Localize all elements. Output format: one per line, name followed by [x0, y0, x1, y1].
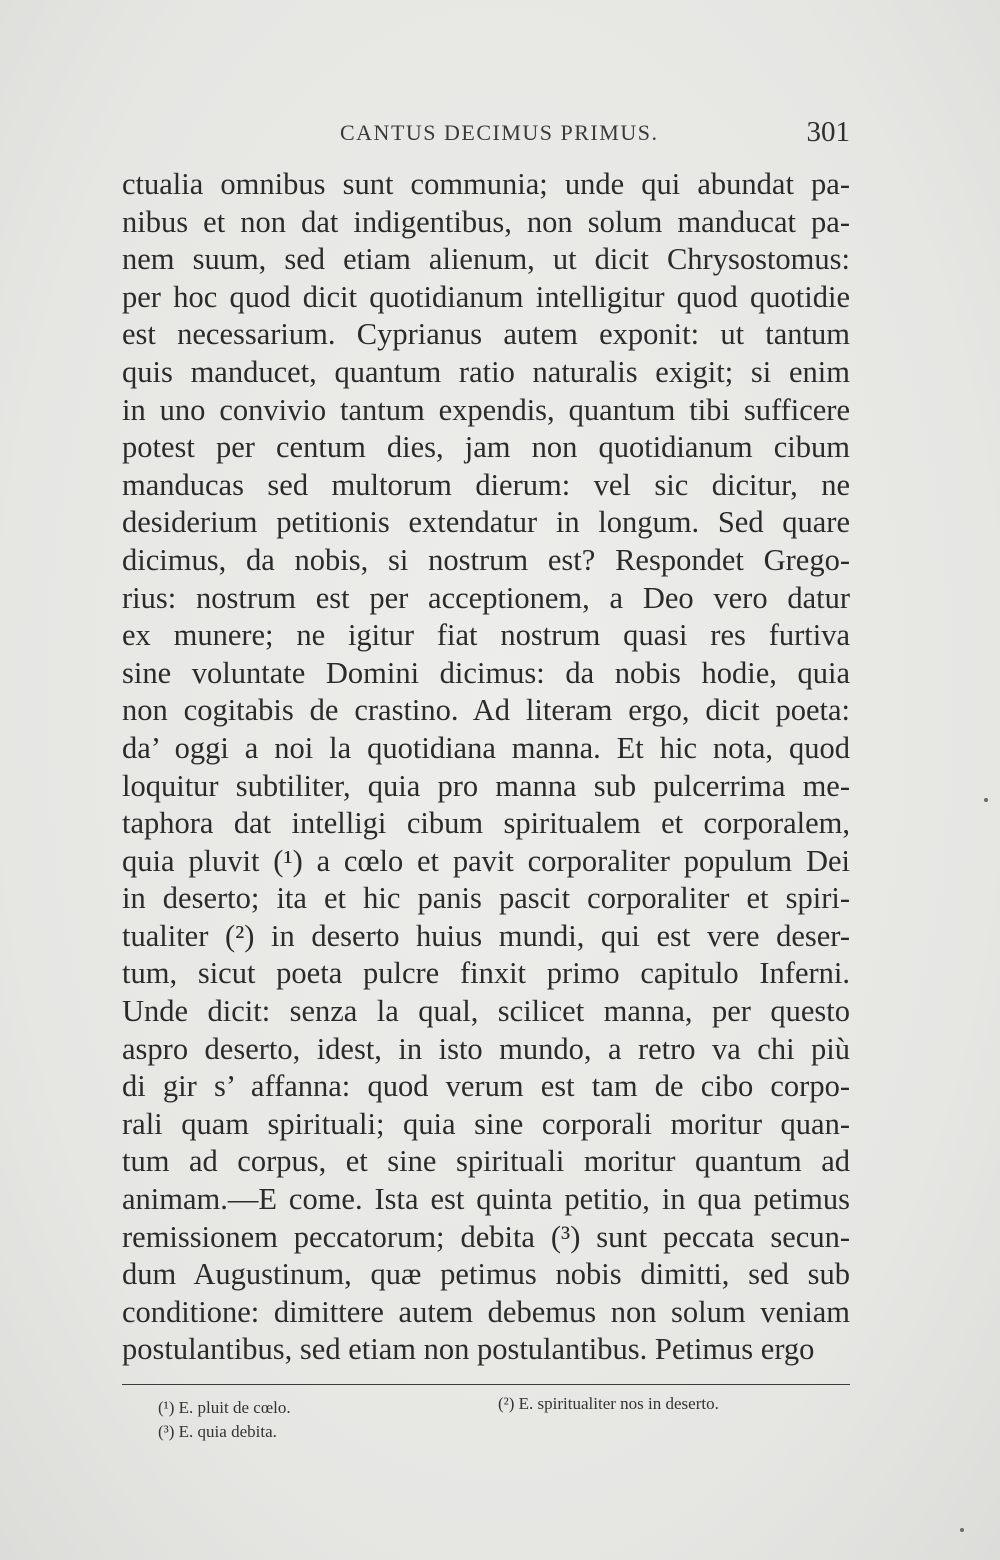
text-line: desiderium petitionis extendatur in longum. Sed quare — [122, 505, 850, 540]
text-line: Unde dicit: senza la qual, scilicet manna, per questo — [122, 994, 850, 1029]
text-line: quis manducet, quantum ratio naturalis exigit; si enim — [122, 354, 850, 389]
text-line: aspro deserto, idest, in isto mundo, a retro va chi più — [122, 1031, 850, 1066]
text-line: potest per centum dies, jam non quotidianum cibum — [122, 430, 850, 465]
text-line: di gir s’ affanna: quod verum est tam de cibo corpo- — [122, 1069, 850, 1104]
body-text — [122, 166, 850, 1369]
text-line: tum, sicut poeta pulcre finxit primo capitulo Inferni. — [122, 956, 850, 991]
text-line: conditione: dimittere autem debemus non solum veniam — [122, 1294, 850, 1329]
text-line: tum ad corpus, et sine spirituali moritur quantum ad — [122, 1144, 850, 1179]
text-line: postulantibus, sed etiam non postulantibus. Petimus ergo — [122, 1332, 815, 1367]
text-line: est necessarium. Cyprianus autem exponit: ut tantum — [122, 317, 850, 352]
text-line: animam.—E come. Ista est quinta petitio, in qua petimus — [122, 1182, 850, 1217]
text-line: da’ oggi a noi la quotidiana manna. Et hic nota, quod — [122, 730, 850, 765]
text-line: rali quam spirituali; quia sine corporali moritur quan- — [122, 1106, 850, 1141]
text-line: dum Augustinum, quæ petimus nobis dimitti, sed sub — [122, 1257, 850, 1292]
text-line: loquitur subtiliter, quia pro manna sub pulcerrima me- — [122, 768, 850, 803]
text-line: in uno convivio tantum expendis, quantum tibi sufficere — [122, 392, 850, 427]
footnote-2: (²) E. spiritualiter nos in deserto. — [498, 1394, 719, 1413]
text-line: quia pluvit (¹) a cœlo et pavit corporaliter populum Dei — [122, 843, 850, 878]
page-number: 301 — [806, 116, 850, 148]
text-line: nem suum, sed etiam alienum, ut dicit Chrysostomus: — [122, 242, 850, 277]
text-line: non cogitabis de crastino. Ad literam ergo, dicit poeta: — [122, 693, 850, 728]
text-line: per hoc quod dicit quotidianum intelligitur quod quotidie — [122, 279, 850, 314]
text-line: ctualia omnibus sunt communia; unde qui abundat pa- — [122, 167, 850, 201]
text-line: dicimus, da nobis, si nostrum est? Respondet Grego- — [122, 542, 850, 577]
text-line: ex munere; ne igitur fiat nostrum quasi res furtiva — [122, 618, 850, 653]
text-line: in deserto; ita et hic panis pascit corporaliter et spiri- — [122, 881, 850, 916]
text-line: sine voluntate Domini dicimus: da nobis hodie, quia — [122, 655, 850, 690]
text-line: nibus et non dat indigentibus, non solum manducat pa- — [122, 204, 850, 239]
footnote-1: (¹) E. pluit de cœlo. — [158, 1398, 291, 1417]
text-line: manducas sed multorum dierum: vel sic dicitur, ne — [122, 467, 850, 502]
paper-speck — [984, 798, 988, 802]
text-line: tualiter (²) in deserto huius mundi, qui est vere deser- — [122, 918, 850, 953]
text-line: taphora dat intelligi cibum spiritualem et corporalem, — [122, 806, 850, 841]
text-line: remissionem peccatorum; debita (³) sunt peccata secun- — [122, 1219, 850, 1254]
running-title: CANTUS DECIMUS PRIMUS. — [340, 120, 659, 145]
footnote-3: (³) E. quia debita. — [158, 1422, 277, 1441]
paper-speck — [960, 1528, 964, 1532]
page-header — [122, 116, 850, 156]
text-line: rius: nostrum est per acceptionem, a Deo vero datur — [122, 580, 850, 615]
footnote-divider — [122, 1384, 850, 1385]
